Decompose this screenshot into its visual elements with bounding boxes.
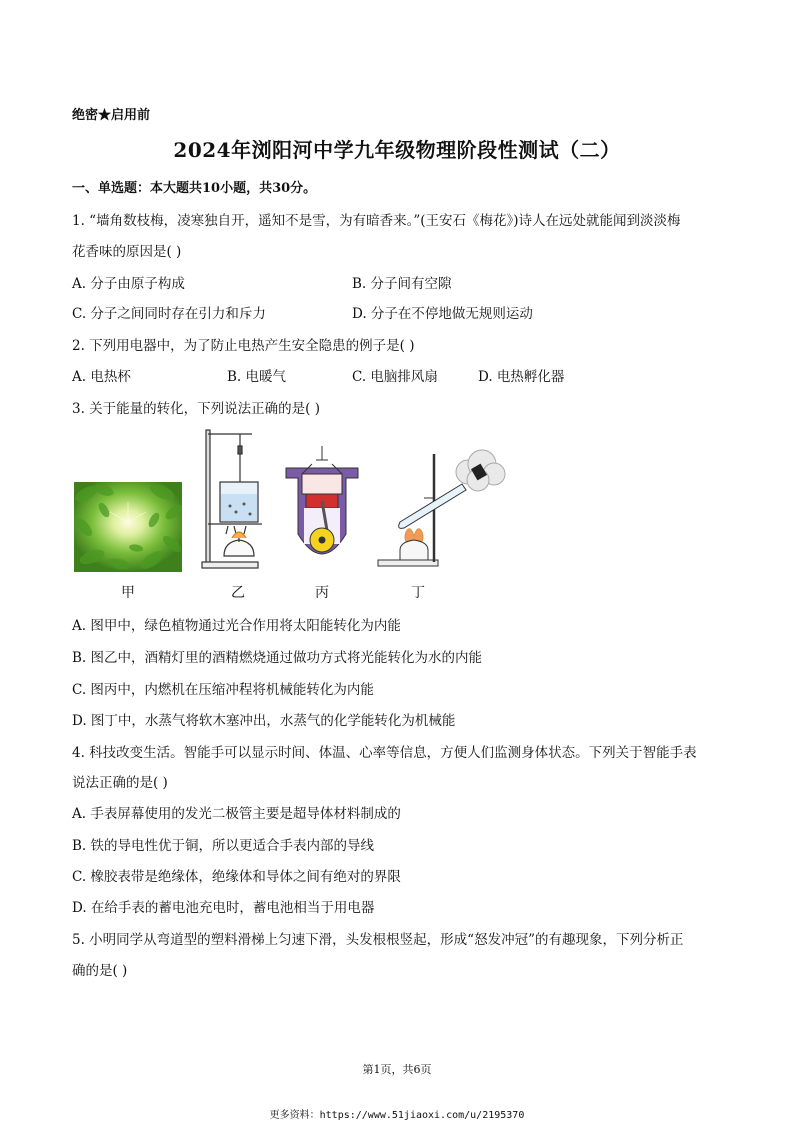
internal-combustion-engine (282, 444, 362, 572)
section-heading: 一、单选题：本大题共10小题，共30分。 (72, 181, 317, 196)
figure-label-yi: 乙 (231, 585, 245, 601)
question-5-line-2: 确的是( ) (72, 963, 128, 979)
question-3-line-1: 3. 关于能量的转化，下列说法正确的是( ) (72, 401, 320, 417)
question-4-option-a: A. 手表屏幕使用的发光二极管主要是超导体材料制成的 (72, 806, 401, 822)
question-2-option-d: D. 电热孵化器 (478, 369, 565, 385)
more-resources-link[interactable]: 更多资料：https://www.51jiaoxi.com/u/2195370 (269, 1110, 525, 1121)
question-2-option-c: C. 电脑排风扇 (352, 369, 438, 385)
question-4-option-b: B. 铁的导电性优于铜，所以更适合手表内部的导线 (72, 838, 375, 854)
confidential-mark: 绝密★启用前 (72, 108, 151, 123)
question-1-line-1: 1. “墙角数枝梅，凌寒独自开，遥知不是雪，为有暗香来。”(王安石《梅花》)诗人在远处就能闻到淡淡梅 (72, 213, 681, 229)
figure-label-ding: 丁 (411, 585, 425, 601)
beaker-heating-apparatus (200, 426, 270, 572)
figure-label-bing: 丙 (315, 585, 329, 601)
question-1-option-d: D. 分子在不停地做无规则运动 (352, 306, 533, 322)
question-3-option-c: C. 图丙中，内燃机在压缩冲程将机械能转化为内能 (72, 682, 374, 698)
question-1-option-b: B. 分子间有空隙 (352, 276, 452, 292)
question-4-line-1: 4. 科技改变生活。智能手可以显示时间、体温、心率等信息，方便人们监测身体状态。下列关于智能手表 (72, 745, 697, 761)
question-5-line-1: 5. 小明同学从弯道型的塑料滑梯上匀速下滑，头发根根竖起，形成“怒发冲冠”的有趣现象，下列分析正 (72, 932, 684, 948)
figure-bing-engine (282, 444, 362, 572)
question-1-option-c: C. 分子之间同时存在引力和斥力 (72, 306, 266, 322)
figure-ding-cork-ejection (370, 444, 510, 572)
figure-yi-heating-water (200, 426, 270, 572)
figure-label-jia: 甲 (121, 585, 135, 601)
page-title: 2024年浏阳河中学九年级物理阶段性测试（二） (173, 138, 621, 162)
question-2-option-a: A. 电热杯 (72, 369, 131, 385)
question-1-line-2: 花香味的原因是( ) (72, 244, 182, 260)
figure-jia-photosynthesis (74, 482, 182, 572)
question-4-option-d: D. 在给手表的蓄电池充电时，蓄电池相当于用电器 (72, 900, 375, 916)
leaves-sunlight-image (74, 482, 182, 572)
question-4-option-c: C. 橡胶表带是绝缘体，绝缘体和导体之间有绝对的界限 (72, 869, 401, 885)
page-number: 第1页，共6页 (362, 1063, 432, 1076)
question-2-line-1: 2. 下列用电器中，为了防止电热产生安全隐患的例子是( ) (72, 338, 415, 354)
question-3-option-a: A. 图甲中，绿色植物通过光合作用将太阳能转化为内能 (72, 618, 401, 634)
question-3-option-b: B. 图乙中，酒精灯里的酒精燃烧通过做功方式将光能转化为水的内能 (72, 650, 483, 666)
question-3-option-d: D. 图丁中，水蒸气将软木塞冲出，水蒸气的化学能转化为机械能 (72, 713, 456, 729)
test-tube-apparatus (370, 444, 510, 572)
question-4-line-2: 说法正确的是( ) (72, 775, 168, 791)
question-1-option-a: A. 分子由原子构成 (72, 276, 185, 292)
question-2-option-b: B. 电暖气 (227, 369, 287, 385)
